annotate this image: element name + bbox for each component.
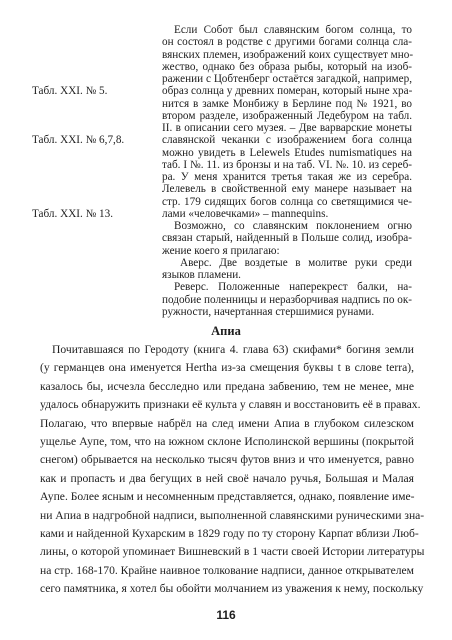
- column-line: втором разделе, изображенный Ледебуром на табл.: [162, 109, 412, 122]
- column-line: подобие поленницы и неразборчивая надпись по ок-: [162, 293, 412, 306]
- column-line: ра. У меня хранится третья такая же из серебра.: [162, 171, 412, 183]
- body-line: ками и найденной Кухарским в 1829 году по ту сторону Карпат вблизи Люб-: [40, 527, 419, 540]
- body-line: на стр. 168-170. Крайне наивное толкование надписи, данное открывателем: [40, 563, 414, 577]
- column-line: Реверс. Положенные наперекрест балки, на-: [174, 281, 412, 294]
- column-line: II. в описании сего музея. – Две варварские монеты: [162, 122, 412, 134]
- margin-note-table-5: Табл. XXI. № 5.: [32, 85, 108, 98]
- column-line: славянской чеканки с изображением бога солнца: [162, 134, 412, 147]
- column-line: связан старый, найденный в Польше солид, изобра-: [162, 232, 412, 245]
- body-line: Полагаю, что впервые набрёл на след имени Апиа в глубоком силезском: [40, 416, 414, 430]
- column-line: таб. I №. 11. из бронзы и на таб. VI. №. 10. из сереб-: [162, 158, 412, 171]
- margin-note-table-6-7-8: Табл. XXI. № 6,7,8.: [32, 134, 125, 147]
- body-line: лины, о которой упоминает Вишневский в 1 части своей Истории литературы: [40, 545, 425, 559]
- column-line: языков пламени.: [162, 269, 241, 281]
- body-line: ни Апиа в надгробной надписи, выполненной славянскими руническими зна-: [40, 508, 425, 522]
- body-line: снегом) обрывается на несколько тысяч футов вниз и что именуется, равно: [40, 453, 414, 467]
- column-line: жество, однако без образа рыбы, который на изоб-: [162, 60, 412, 73]
- column-line: стр. 179 сидящих богов солнца со светящимися че-: [162, 195, 412, 208]
- column-line: можно увидеть в Lelewels Etudes numismatiques на: [162, 146, 412, 159]
- column-line: вянских племен, изображений коих существует мно-: [162, 48, 414, 61]
- section-heading: Апиа: [211, 324, 241, 338]
- body-line: сего памятника, я хотел бы обойти молчанием из уважения к нему, поскольку: [40, 582, 424, 596]
- column-line: ружности, начертанная стершимися рунами.: [162, 305, 375, 318]
- body-line: ущелье Аупе, том, что на южном склоне Исполинской вершины (покрытой: [40, 435, 414, 448]
- column-line: нится в замке Монбижу в Берлине под № 1921, во: [162, 97, 412, 110]
- column-line: лами «человечками» – mannequins.: [162, 207, 329, 220]
- column-line: Если Собот был славянским богом солнца, то: [174, 24, 412, 36]
- body-line: удалось обнаружить признаки её культа у славян и восстановить её в правах.: [40, 398, 421, 412]
- column-line: Возможно, со славянским поклонением огню: [174, 220, 412, 232]
- body-line: Аупе. Более ясным и несомненным представляется, однако, появление име-: [40, 490, 415, 504]
- column-line: Лелевель в свойственной ему манере называет на: [162, 183, 412, 196]
- body-line: казалось бы, исчезла бесследно или предана забвению, тем не менее, мне: [40, 379, 414, 393]
- column-line: ражении с Цобтенберг остаётся загадкой, например,: [162, 73, 412, 85]
- column-line: Аверс. Две воздетые в молитве руки среди: [180, 256, 412, 269]
- margin-note-table-13: Табл. XXI. № 13.: [32, 207, 114, 220]
- body-line: (у германцев она именуется Hertha из-за смещения буквы t в слове terra),: [40, 361, 414, 375]
- body-line: как и пропасть и два бегущих в ней своё начало ручья, Большая и Малая: [40, 471, 414, 485]
- column-line: образ солнца у древних померан, который ныне хра-: [162, 85, 413, 98]
- body-line: Почитавшаяся по Геродоту (книга 4. глава 63) скифами* богиня земли: [52, 343, 414, 356]
- column-line: он состоял в родстве с другими богами солнца сла-: [162, 36, 412, 49]
- page-number: 116: [216, 608, 236, 622]
- column-line: жение коего я прилагаю:: [162, 244, 280, 257]
